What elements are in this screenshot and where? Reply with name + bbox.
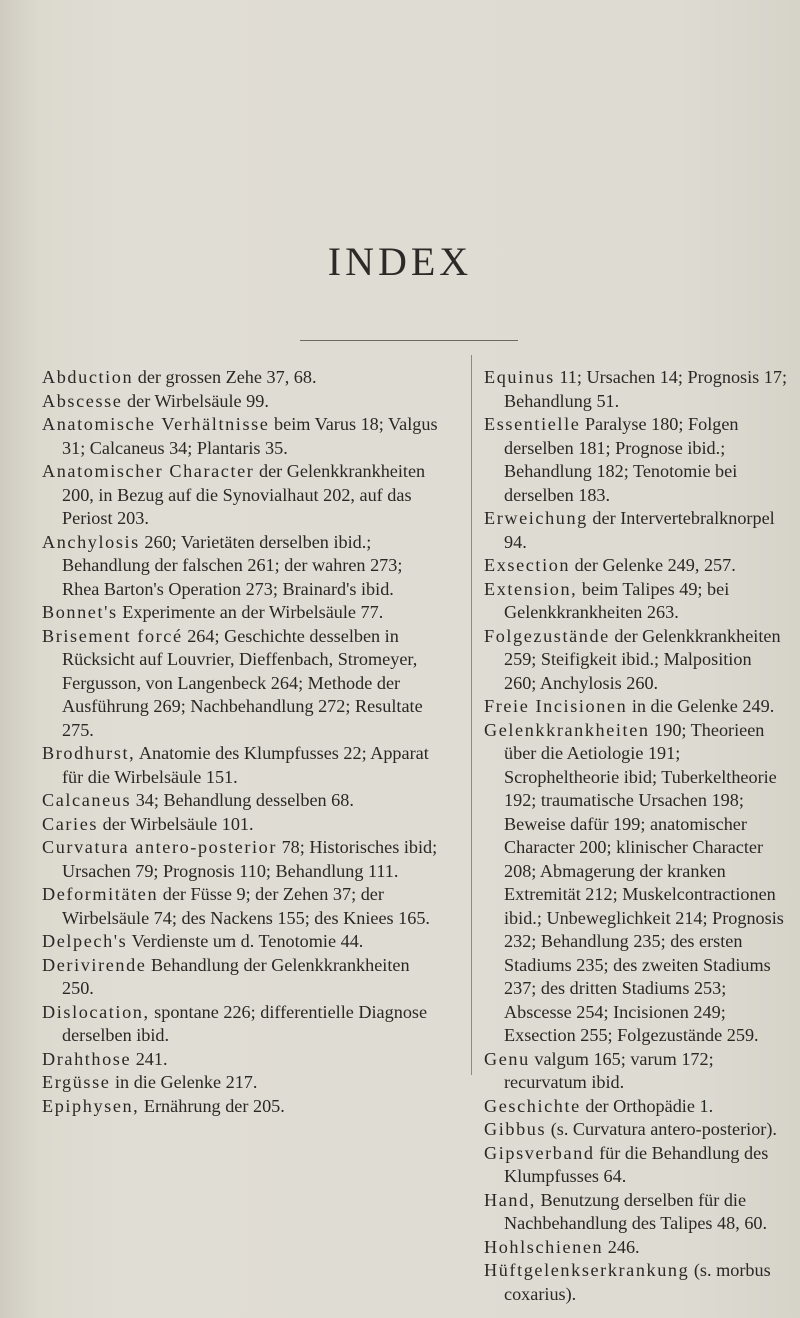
- index-keyword: Abduction: [42, 367, 134, 387]
- index-entry: [42, 1001, 442, 1048]
- index-entry: [484, 554, 788, 578]
- index-references: der Intervertebralknorpel 94.: [504, 508, 775, 552]
- index-references: 34; Behandlung desselben 68.: [131, 790, 354, 810]
- index-entry: [42, 789, 442, 813]
- index-references: Ernährung der 205.: [139, 1095, 285, 1116]
- index-references: 246.: [603, 1236, 640, 1257]
- index-keyword: Anatomischer Character: [42, 461, 255, 481]
- index-keyword: Freie Incisionen: [484, 696, 628, 716]
- index-keyword: Essentielle: [484, 414, 581, 434]
- index-keyword: Gelenkkrankheiten: [484, 719, 650, 740]
- index-references: Anatomie des Klumpfusses 22; Apparat für die Wirbelsäule 151.: [62, 743, 429, 787]
- index-keyword: Extension,: [484, 578, 578, 599]
- index-keyword: Deformitäten: [42, 884, 159, 904]
- index-keyword: Exsection: [484, 555, 571, 575]
- index-entry: [42, 883, 442, 930]
- index-keyword: Bonnet's: [42, 602, 118, 622]
- index-keyword: Equinus: [484, 367, 555, 387]
- index-entry: [484, 1142, 788, 1189]
- index-keyword: Hand,: [484, 1189, 536, 1210]
- index-entry: [484, 413, 788, 507]
- index-column-right: [484, 366, 788, 1306]
- index-references: Verdienste um d. Tenotomie 44.: [127, 931, 364, 951]
- index-entry: [484, 695, 788, 719]
- index-references: 11; Ursachen 14; Prognosis 17; Behandlung 51.: [504, 367, 788, 411]
- index-keyword: Gibbus: [484, 1119, 547, 1139]
- index-entry: [42, 625, 442, 743]
- index-entry: [484, 507, 788, 554]
- index-entry: [484, 1259, 788, 1306]
- index-keyword: Curvatura antero-posterior: [42, 837, 278, 857]
- index-entry: [42, 366, 442, 390]
- index-references: der Wirbelsäule 101.: [98, 813, 254, 834]
- index-keyword: Erweichung: [484, 508, 588, 528]
- index-entry: [42, 813, 442, 837]
- index-keyword: Folgezustände: [484, 625, 610, 646]
- index-references: der Gelenkkrankheiten 200, in Bezug auf die Synovialhaut 202, auf das Periost 203.: [62, 461, 426, 528]
- index-keyword: Ergüsse: [42, 1072, 111, 1092]
- index-references: der Orthopädie 1.: [580, 1095, 714, 1116]
- index-references: Benutzung derselben für die Nachbehandlung des Talipes 48, 60.: [504, 1189, 768, 1233]
- index-entry: [42, 930, 442, 954]
- index-entry: [42, 601, 442, 625]
- index-entry: [42, 1071, 442, 1095]
- index-keyword: Brisement forcé: [42, 625, 183, 646]
- index-entry: [484, 578, 788, 625]
- index-entry: [484, 625, 788, 696]
- index-references: in die Gelenke 249.: [627, 696, 775, 716]
- heading-rule: [300, 340, 518, 341]
- index-references: Behandlung der Gelenkkrankheiten 250.: [62, 954, 410, 998]
- index-entry: [42, 954, 442, 1001]
- index-keyword: Anchylosis: [42, 531, 140, 552]
- index-references: für die Behandlung des Klumpfusses 64.: [504, 1142, 769, 1186]
- index-references: (s. Curvatura antero-posterior).: [546, 1119, 777, 1139]
- index-entry: [42, 742, 442, 789]
- index-entry: [42, 413, 442, 460]
- index-keyword: Hohlschienen: [484, 1236, 604, 1257]
- index-entry: [484, 1236, 788, 1260]
- index-keyword: Calcaneus: [42, 790, 132, 810]
- index-references: Experimente an der Wirbelsäule 77.: [117, 602, 384, 622]
- index-keyword: Dislocation,: [42, 1001, 150, 1022]
- index-references: der Gelenke 249, 257.: [570, 555, 736, 575]
- index-keyword: Caries: [42, 813, 99, 834]
- index-column-left: [42, 366, 442, 1118]
- index-references: 264; Geschichte desselben in Rücksicht auf Louvrier, Dieffenbach, Stromeyer, Fergusson, von Langenbeck 264; Methode der Ausführung 269; Nachbehandlung 272; Resultate 275.: [62, 625, 423, 740]
- index-entry: [42, 460, 442, 531]
- index-entry: [484, 1048, 788, 1095]
- index-references: (s. morbus coxarius).: [504, 1260, 771, 1304]
- index-references: 190; Theorieen über die Aetiologie 191; Scropheltheorie ibid; Tuberkeltheorie 192; traumatische Ursachen 198; Beweise dafür 199; anatomischer Character 200; klinischer Character 208; Abmagerung der kranken Extremität 212; Muskelcontractionen ibid.; Unbeweglichkeit 214; Prognosis 232; Behandlung 235; des ersten Stadiums 235; des zweiten Stadiums 237; des dritten Stadiums 253; Abscesse 254; Incisionen 249; Exsection 255; Folgezustände 259.: [504, 719, 784, 1045]
- index-entry: [42, 531, 442, 602]
- index-references: in die Gelenke 217.: [110, 1072, 258, 1092]
- index-keyword: Delpech's: [42, 931, 128, 951]
- index-references: 241.: [131, 1048, 168, 1069]
- index-references: der grossen Zehe 37, 68.: [133, 367, 317, 387]
- index-references: beim Talipes 49; bei Gelenkkrankheiten 263.: [504, 578, 730, 622]
- index-entry: [484, 719, 788, 1048]
- index-references: Paralyse 180; Folgen derselben 181; Prognose ibid.; Behandlung 182; Tenotomie bei derselben 183.: [504, 414, 739, 505]
- index-keyword: Gipsverband: [484, 1142, 595, 1163]
- index-references: spontane 226; differentielle Diagnose derselben ibid.: [62, 1001, 428, 1045]
- column-divider: [471, 355, 472, 1075]
- index-keyword: Anatomische Verhältnisse: [42, 414, 270, 434]
- index-entry: [484, 1095, 788, 1119]
- index-references: valgum 165; varum 172; recurvatum ibid.: [504, 1048, 714, 1092]
- index-keyword: Geschichte: [484, 1095, 581, 1116]
- index-keyword: Hüftgelenkserkrankung: [484, 1260, 690, 1280]
- index-keyword: Brodhurst,: [42, 743, 136, 763]
- index-keyword: Derivirende: [42, 954, 147, 975]
- index-references: der Füsse 9; der Zehen 37; der Wirbelsäule 74; des Nackens 155; des Kniees 165.: [62, 884, 430, 928]
- index-references: 260; Varietäten derselben ibid.; Behandlung der falschen 261; der wahren 273; Rhea Barton's Operation 273; Brainard's ibid.: [62, 531, 403, 599]
- index-references: beim Varus 18; Valgus 31; Calcaneus 34; Plantaris 35.: [62, 414, 438, 458]
- index-entry: [484, 1118, 788, 1142]
- page-heading: INDEX: [327, 239, 473, 284]
- index-references: der Gelenkkrankheiten 259; Steifigkeit ibid.; Malposition 260; Anchylosis 260.: [504, 625, 781, 693]
- index-entry: [484, 1189, 788, 1236]
- index-keyword: Drahthose: [42, 1048, 132, 1069]
- index-entry: [42, 390, 442, 414]
- index-entry: [42, 1048, 442, 1072]
- index-references: 78; Historisches ibid; Ursachen 79; Prognosis 110; Behandlung 111.: [62, 837, 438, 881]
- index-keyword: Epiphysen,: [42, 1095, 140, 1116]
- index-keyword: Abscesse: [42, 390, 123, 411]
- index-entry: [484, 366, 788, 413]
- index-entry: [42, 1095, 442, 1119]
- index-references: der Wirbelsäule 99.: [122, 390, 269, 411]
- index-entry: [42, 836, 442, 883]
- index-keyword: Genu: [484, 1048, 530, 1069]
